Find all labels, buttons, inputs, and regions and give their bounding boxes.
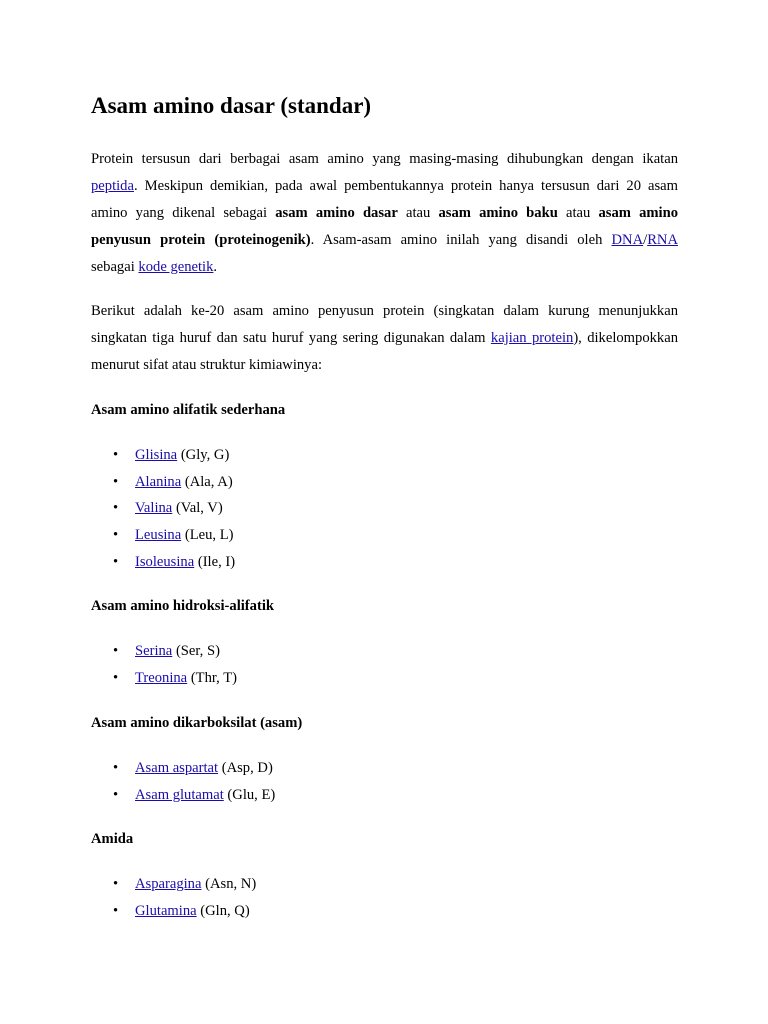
list-item: [91, 871, 256, 898]
intro-line-3: [91, 200, 678, 227]
para2-text: singkatan tiga huruf dan satu huruf yang sering digunakan dalam: [91, 330, 491, 346]
section-heading-alifatik: Asam amino alifatik sederhana: [91, 402, 286, 418]
bullet: •: [113, 527, 119, 544]
abbreviation: (Ile, I): [194, 553, 236, 570]
section-heading-dikarboksilat: Asam amino dikarboksilat (asam): [91, 715, 303, 731]
link-alanina[interactable]: Alanina: [135, 473, 182, 490]
link-leusina[interactable]: Leusina: [135, 527, 182, 544]
list-intro-paragraph: [91, 298, 678, 379]
bullet: •: [113, 553, 119, 570]
list-item: [91, 665, 237, 692]
para2-line-2: [91, 325, 678, 352]
intro-paragraph: [91, 146, 678, 281]
link-serina[interactable]: Serina: [135, 643, 173, 659]
bullet: •: [113, 473, 119, 490]
intro-text: amino yang dikenal sebagai: [91, 205, 276, 221]
bold-term: asam amino baku: [438, 205, 558, 221]
list-item: [91, 549, 235, 576]
intro-text: .: [213, 259, 218, 275]
list-item: [91, 495, 235, 522]
bullet: •: [113, 786, 119, 803]
list-item: [91, 782, 275, 809]
abbreviation: (Thr, T): [187, 669, 237, 686]
bold-term: asam amino dasar: [275, 205, 398, 221]
abbreviation: (Leu, L): [181, 527, 234, 544]
link-asam-aspartat[interactable]: Asam aspartat: [135, 760, 219, 776]
bullet: •: [113, 643, 119, 659]
link-rna[interactable]: RNA: [647, 232, 678, 248]
intro-text: sebagai: [91, 259, 139, 275]
intro-line-1: [91, 146, 678, 173]
link-kajian-protein[interactable]: kajian protein: [490, 330, 574, 346]
list-item: [91, 638, 237, 665]
abbreviation: (Gln, Q): [196, 902, 250, 919]
list-item: [91, 469, 235, 496]
list-hidroksi: [91, 638, 237, 691]
para2-text: Berikut adalah ke-20 asam amino penyusun protein (singkatan dalam kurung menunjukkan: [91, 303, 678, 319]
section-heading-hidroksi: Asam amino hidroksi-alifatik: [91, 598, 274, 614]
para2-text: ), dikelompokkan: [573, 330, 678, 346]
page-title: Asam amino dasar (standar): [91, 93, 372, 118]
link-kode-genetik[interactable]: kode genetik: [138, 259, 214, 275]
bold-term: penyusun protein (proteinogenik): [91, 232, 311, 248]
bullet: •: [113, 669, 119, 686]
intro-text: /: [643, 232, 648, 248]
abbreviation: (Glu, E): [223, 786, 276, 803]
bullet: •: [113, 876, 119, 892]
link-isoleusina[interactable]: Isoleusina: [135, 553, 195, 570]
section-heading-amida: Amida: [91, 831, 134, 847]
para2-line-3: [91, 352, 678, 379]
intro-line-2: [91, 173, 678, 200]
link-asparagina[interactable]: Asparagina: [135, 876, 202, 892]
abbreviation: (Asn, N): [201, 876, 257, 892]
list-item: [91, 442, 235, 469]
bullet: •: [113, 447, 119, 463]
link-glisina[interactable]: Glisina: [135, 447, 178, 463]
bullet: •: [113, 500, 119, 517]
intro-line-4: [91, 227, 678, 254]
abbreviation: (Gly, G): [177, 447, 230, 463]
link-peptida[interactable]: peptida: [91, 178, 134, 194]
intro-text: Protein tersusun dari berbagai asam amino yang masing-masing dihubungkan dengan ikatan: [91, 151, 678, 167]
list-item: [91, 898, 256, 925]
list-alifatik: [91, 442, 235, 575]
abbreviation: (Ser, S): [172, 643, 220, 659]
intro-text: . Meskipun demikian, pada awal pembentukannya protein hanya tersusun dari 20 asam: [133, 178, 678, 194]
bold-term: asam amino: [598, 205, 679, 221]
intro-line-5: [91, 254, 678, 281]
intro-text: atau: [557, 205, 599, 221]
link-treonina[interactable]: Treonina: [135, 669, 188, 686]
list-item: [91, 755, 275, 782]
para2-text: menurut sifat atau struktur kimiawinya:: [91, 357, 323, 373]
link-dna[interactable]: DNA: [611, 232, 644, 248]
abbreviation: (Asp, D): [218, 760, 273, 776]
abbreviation: (Val, V): [172, 500, 223, 517]
bullet: •: [113, 902, 119, 919]
list-amida: [91, 871, 256, 924]
link-valina[interactable]: Valina: [135, 500, 173, 517]
link-glutamina[interactable]: Glutamina: [135, 902, 197, 919]
intro-text: . Asam-asam amino inilah yang disandi oleh: [310, 232, 612, 248]
intro-text: atau: [397, 205, 439, 221]
abbreviation: (Ala, A): [181, 473, 233, 490]
list-dikarboksilat: [91, 755, 275, 808]
list-item: [91, 522, 235, 549]
link-asam-glutamat[interactable]: Asam glutamat: [135, 786, 224, 803]
bullet: •: [113, 760, 119, 776]
para2-line-1: [91, 298, 678, 325]
